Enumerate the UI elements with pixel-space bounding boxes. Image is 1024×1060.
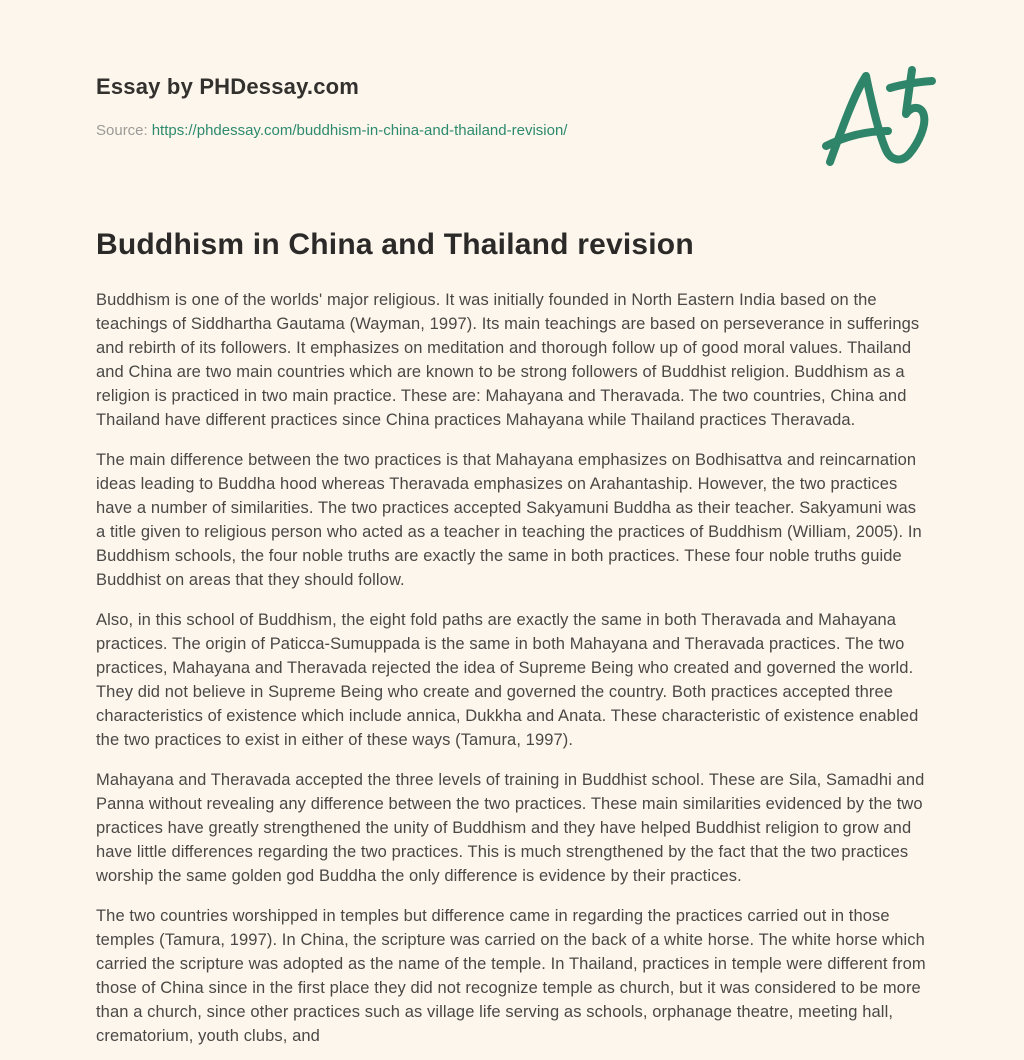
source-label: Source:	[96, 122, 148, 139]
essay-paragraph: Mahayana and Theravada accepted the three levels of training in Buddhist school. These are Sila, Samadhi and Panna without revealing any difference between the two practices. These main similarities evidenced by the two practices have greatly strengthened the unity of Buddhism and they have helped Buddhist religion to grow and have little differences regarding the two practices. This is much strengthened by the fact that the two practices worship the same golden god Buddha the only difference is evidence by their practices.	[96, 771, 925, 885]
source-url-link[interactable]: https://phdessay.com/buddhism-in-china-and-thailand-revision/	[151, 122, 568, 139]
essay-paragraph: The main difference between the two practices is that Mahayana emphasizes on Bodhisattva and reincarnation ideas leading to Buddha hood whereas Theravada emphasizes on Arahantaship. However, the two practices have a number of similarities. The two practices accepted Sakyamuni Buddha as their teacher. Sakyamuni was a title given to religious person who acted as a teacher in teaching the practices of Buddhism (William, 2005). In Buddhism schools, the four noble truths are exactly the same in both practices. These four noble truths guide Buddhist on areas that they should follow.	[96, 451, 922, 589]
essay-body	[96, 288, 928, 1048]
essay-paragraph: The two countries worshipped in temples but difference came in regarding the practices carried out in those temples (Tamura, 1997). In China, the scripture was carried on the back of a white horse. The white horse which carried the scripture was adopted as the name of the temple. In Thailand, practices in temple were different from those of China since in the first place they did not recognize temple as church, but it was considered to be more than a church, since other practices such as village life serving as schools, orphanage theatre, meeting hall, crematorium, youth clubs, and	[96, 907, 926, 1045]
essay-paragraph: Also, in this school of Buddhism, the eight fold paths are exactly the same in both Theravada and Mahayana practices. The origin of Paticca-Sumuppada is the same in both Mahayana and Theravada practices. The two practices, Mahayana and Theravada rejected the idea of Supreme Being who created and governed the world. They did not believe in Supreme Being who create and governed the country. Both practices accepted three characteristics of existence which include annica, Dukkha and Anata. These characteristic of existence enabled the two practices to exist in either of these ways (Tamura, 1997).	[96, 611, 919, 749]
essay-paragraph: Buddhism is one of the worlds' major religious. It was initially founded in North Eastern India based on the teachings of Siddhartha Gautama (Wayman, 1997). Its main teachings are based on perseverance in sufferings and rebirth of its followers. It emphasizes on meditation and thorough follow up of good moral values. Thailand and China are two main countries which are known to be strong followers of Buddhist religion. Buddhism as a religion is practiced in two main practice. These are: Mahayana and Theravada. The two countries, China and Thailand have different practices since China practices Mahayana while Thailand practices Theravada.	[96, 291, 920, 429]
page-header	[96, 0, 928, 140]
source-row	[96, 122, 928, 140]
brand-title: Essay by PHDessay.com	[96, 74, 360, 99]
page-title: Buddhism in China and Thailand revision	[96, 228, 694, 261]
a-plus-logo-icon	[820, 66, 942, 178]
